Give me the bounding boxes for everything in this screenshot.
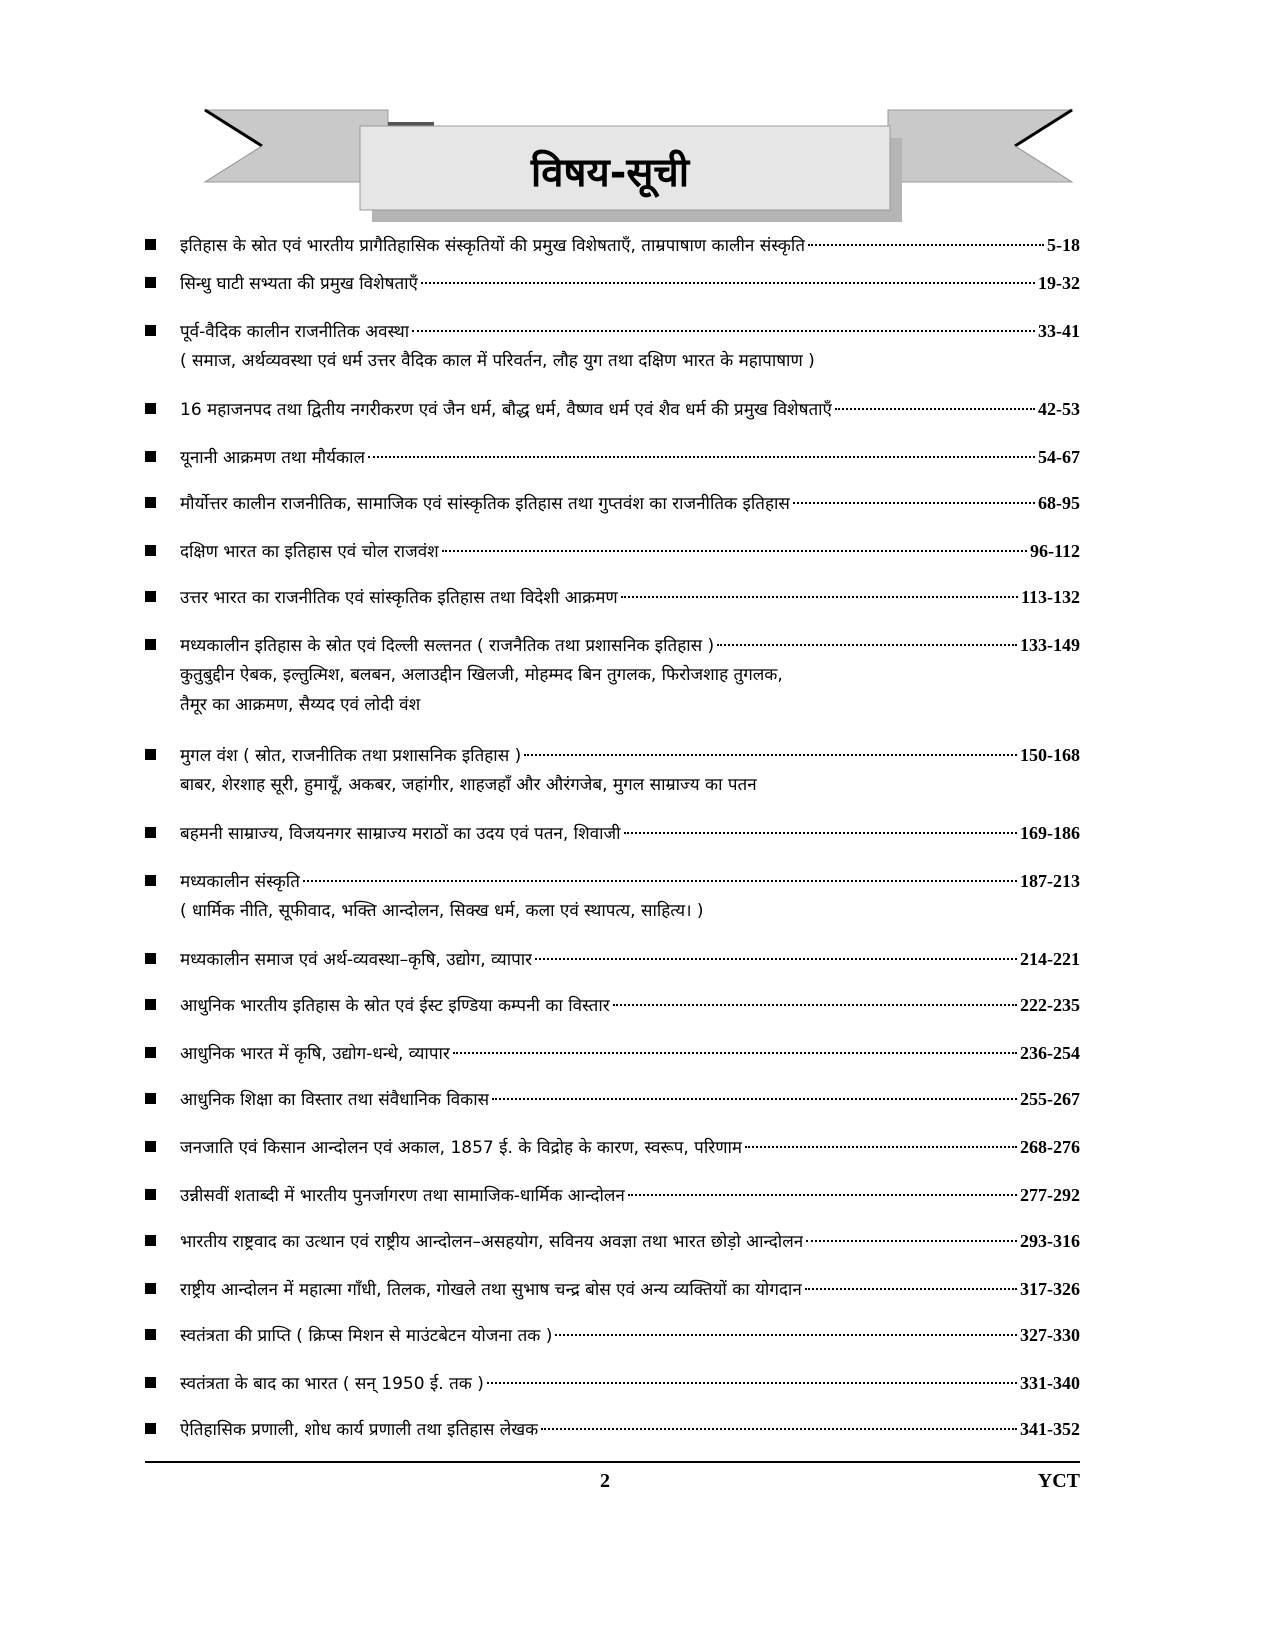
toc-entry-title: आधुनिक शिक्षा का विस्तार तथा संवैधानिक विकास: [180, 1090, 490, 1110]
toc-entry-line: [180, 1132, 1080, 1162]
toc-entry-line: [180, 1320, 1080, 1350]
bullet-square-icon: [145, 403, 156, 414]
toc-entry-title: स्वतंत्रता की प्राप्ति ( क्रिप्स मिशन से माउंटबेटन योजना तक ): [180, 1326, 553, 1346]
page-number: 2: [600, 1470, 610, 1492]
toc-entry-line: [180, 1226, 1080, 1256]
toc-entry-line: [180, 536, 1080, 566]
dot-leader: [808, 243, 1044, 246]
banner-right-tail: [888, 110, 1072, 182]
toc-entry-title: मौर्योत्तर कालीन राजनीतिक, सामाजिक एवं सांस्कृतिक इतिहास तथा गुप्तवंश का राजनीतिक इतिहास: [180, 494, 790, 514]
dot-leader: [421, 281, 1035, 284]
dot-leader: [555, 1333, 1017, 1336]
bullet-square-icon: [145, 1141, 156, 1152]
toc-entry-pages: 331-340: [1020, 1373, 1080, 1393]
toc-entry-line: [180, 394, 1080, 424]
toc-entry-pages: 33-41: [1038, 321, 1080, 341]
toc-entry: [145, 1320, 1080, 1350]
toc-entry-line: [180, 230, 1080, 260]
dot-leader: [717, 643, 1017, 646]
toc-entry: [145, 1084, 1080, 1114]
toc-entry-line: [180, 582, 1080, 612]
toc-entry: [145, 818, 1080, 848]
bullet-square-icon: [145, 953, 156, 964]
toc-entry-title: मध्यकालीन इतिहास के स्रोत एवं दिल्ली सल्तनत ( राजनैतिक तथा प्रशासनिक इतिहास ): [180, 636, 715, 656]
toc-entry-title: भारतीय राष्ट्रवाद का उत्थान एवं राष्ट्रीय आन्दोलन–असहयोग, सविनय अवज्ञा तथा भारत छोड़ो आन्दोलन: [180, 1232, 804, 1252]
bullet-square-icon: [145, 497, 156, 508]
toc-entry-title: इतिहास के स्रोत एवं भारतीय प्रागैतिहासिक संस्कृतियों की प्रमुख विशेषताएँ, ताम्रपाषाण कालीन संस्कृति: [180, 236, 806, 256]
toc-entry-line: [180, 1368, 1080, 1398]
toc-entry-subtext: ( धार्मिक नीति, सूफीवाद, भक्ति आन्दोलन, सिक्ख धर्म, कला एवं स्थापत्य, साहित्य। ): [180, 901, 704, 921]
toc-entry-pages: 214-221: [1020, 949, 1080, 969]
toc-entry-line: [180, 630, 1080, 660]
toc-entry-pages: 150-168: [1020, 745, 1080, 765]
toc-entry-line: [180, 818, 1080, 848]
dot-leader: [806, 1239, 1017, 1242]
bullet-square-icon: [145, 999, 156, 1010]
toc-entry-pages: 293-316: [1020, 1231, 1080, 1251]
bullet-square-icon: [145, 1235, 156, 1246]
publisher-brand: YCT: [1037, 1470, 1080, 1492]
toc-entry-title: यूनानी आक्रमण तथा मौर्यकाल: [180, 448, 366, 468]
toc-entry-pages: 268-276: [1020, 1137, 1080, 1157]
dot-leader: [453, 1051, 1017, 1054]
dot-leader: [745, 1145, 1017, 1148]
bullet-square-icon: [145, 875, 156, 886]
toc-entry: [145, 630, 1080, 720]
bullet-square-icon: [145, 1283, 156, 1294]
toc-entry: [145, 536, 1080, 566]
toc-entry-line: [180, 1180, 1080, 1210]
dot-leader: [621, 595, 1018, 598]
dot-leader: [541, 1427, 1017, 1430]
dot-leader: [524, 753, 1017, 756]
toc-entry-title: जनजाति एवं किसान आन्दोलन एवं अकाल, 1857 ई. के विद्रोह के कारण, स्वरूप, परिणाम: [180, 1138, 743, 1158]
toc-entry-pages: 169-186: [1020, 823, 1080, 843]
bullet-square-icon: [145, 451, 156, 462]
dot-leader: [368, 455, 1035, 458]
bullet-square-icon: [145, 827, 156, 838]
dot-leader: [835, 407, 1035, 410]
toc-entry-line: [180, 442, 1080, 472]
toc-entry-line: [180, 990, 1080, 1020]
toc-entry: [145, 866, 1080, 926]
dot-leader: [535, 957, 1017, 960]
toc-entry-line: [180, 316, 1080, 346]
bullet-square-icon: [145, 277, 156, 288]
toc-entry-title: उत्तर भारत का राजनीतिक एवं सांस्कृतिक इतिहास तथा विदेशी आक्रमण: [180, 588, 618, 608]
bullet-square-icon: [145, 325, 156, 336]
toc-entry-line: [180, 866, 1080, 896]
toc-entry: [145, 582, 1080, 612]
toc-entry-pages: 42-53: [1038, 399, 1080, 419]
toc-entry: [145, 1274, 1080, 1304]
toc-entry-subtext: कुतुबुद्दीन ऐबक, इल्तुत्मिश, बलबन, अलाउद्दीन खिलजी, मोहम्मद बिन तुगलक, फिरोजशाह तुगलक,: [180, 665, 783, 685]
dot-leader: [793, 501, 1035, 504]
toc-entry-pages: 341-352: [1020, 1419, 1080, 1439]
dot-leader: [442, 549, 1027, 552]
dot-leader: [492, 1097, 1017, 1100]
toc-entry-line: [180, 1414, 1080, 1444]
page-title: विषय-सूची: [530, 149, 690, 196]
dot-leader: [805, 1287, 1017, 1290]
toc-entry: [145, 268, 1080, 298]
toc-entry: [145, 1132, 1080, 1162]
toc-entry: [145, 394, 1080, 424]
toc-entry: [145, 1414, 1080, 1444]
bullet-square-icon: [145, 239, 156, 250]
toc-entry-pages: 317-326: [1020, 1279, 1080, 1299]
toc-entry-title: आधुनिक भारतीय इतिहास के स्रोत एवं ईस्ट इण्डिया कम्पनी का विस्तार: [180, 996, 610, 1016]
toc-entry-pages: 19-32: [1038, 273, 1080, 293]
toc-entry-line: [180, 1038, 1080, 1068]
bullet-square-icon: [145, 1189, 156, 1200]
bullet-square-icon: [145, 1047, 156, 1058]
toc-entry-subtext: बाबर, शेरशाह सूरी, हुमायूँ, अकबर, जहांगीर, शाहजहाँ और औरंगजेब, मुगल साम्राज्य का पतन: [180, 775, 757, 795]
toc-entry-pages: 327-330: [1020, 1325, 1080, 1345]
toc-entry-title: दक्षिण भारत का इतिहास एवं चोल राजवंश: [180, 542, 439, 562]
toc-entry-title: राष्ट्रीय आन्दोलन में महात्मा गाँधी, तिलक, गोखले तथा सुभाष चन्द्र बोस एवं अन्य व्यक्तियों का योगदान: [180, 1280, 802, 1300]
toc-entry-title: बहमनी साम्राज्य, विजयनगर साम्राज्य मराठों का उदय एवं पतन, शिवाजी: [180, 824, 621, 844]
toc-entry-title: स्वतंत्रता के बाद का भारत ( सन् 1950 ई. तक ): [180, 1374, 484, 1394]
bullet-square-icon: [145, 1093, 156, 1104]
toc-entry-pages: 236-254: [1020, 1043, 1080, 1063]
toc-entry-title: पूर्व-वैदिक कालीन राजनीतिक अवस्था: [180, 322, 410, 342]
toc-entry: [145, 488, 1080, 518]
toc-entry-title: मध्यकालीन समाज एवं अर्थ-व्यवस्था–कृषि, उद्योग, व्यापार: [180, 950, 533, 970]
toc-entry-title: सिन्धु घाटी सभ्यता की प्रमुख विशेषताएँ: [180, 274, 418, 294]
dot-leader: [412, 329, 1035, 332]
bullet-square-icon: [145, 1377, 156, 1388]
toc-entry-subtext: तैमूर का आक्रमण, सैय्यद एवं लोदी वंश: [180, 695, 421, 715]
toc-entry-title: मध्यकालीन संस्कृति: [180, 872, 300, 892]
toc-entry: [145, 1226, 1080, 1256]
bullet-square-icon: [145, 1423, 156, 1434]
toc-entry-title: आधुनिक भारत में कृषि, उद्योग-धन्धे, व्यापार: [180, 1044, 450, 1064]
dot-leader: [628, 1193, 1017, 1196]
toc-entry: [145, 316, 1080, 376]
toc-entry-line: [180, 488, 1080, 518]
bullet-square-icon: [145, 545, 156, 556]
toc-entry: [145, 944, 1080, 974]
dot-leader: [624, 831, 1018, 834]
bullet-square-icon: [145, 1329, 156, 1340]
toc-entry: [145, 1180, 1080, 1210]
toc-entry-title: मुगल वंश ( स्रोत, राजनीतिक तथा प्रशासनिक इतिहास ): [180, 746, 522, 766]
toc-entry-pages: 54-67: [1038, 447, 1080, 467]
toc-entry-line: [180, 740, 1080, 770]
bullet-square-icon: [145, 639, 156, 650]
toc-entry-line: [180, 1274, 1080, 1304]
toc-entry-pages: 133-149: [1020, 635, 1080, 655]
dot-leader: [613, 1003, 1017, 1006]
toc-entry-title: ऐतिहासिक प्रणाली, शोध कार्य प्रणाली तथा इतिहास लेखक: [180, 1420, 539, 1440]
toc-entry-line: [180, 1084, 1080, 1114]
toc-entry: [145, 1368, 1080, 1398]
toc-entry-line: [180, 268, 1080, 298]
bullet-square-icon: [145, 591, 156, 602]
toc-entry-pages: 255-267: [1020, 1089, 1080, 1109]
toc-entry-pages: 113-132: [1020, 587, 1080, 607]
toc-entry-pages: 187-213: [1020, 871, 1080, 891]
toc-entry-pages: 277-292: [1020, 1185, 1080, 1205]
dot-leader: [303, 879, 1017, 882]
toc-entry-pages: 68-95: [1038, 493, 1080, 513]
toc-entry: [145, 990, 1080, 1020]
dot-leader: [487, 1381, 1017, 1384]
toc-entry-pages: 5-18: [1047, 235, 1080, 255]
toc-entry: [145, 230, 1080, 260]
toc-entry-pages: 96-112: [1029, 541, 1080, 561]
toc-entry-title: उन्नीसवीं शताब्दी में भारतीय पुनर्जागरण तथा सामाजिक-धार्मिक आन्दोलन: [180, 1186, 625, 1206]
toc-entry-pages: 222-235: [1020, 995, 1080, 1015]
toc-entry-subtext: ( समाज, अर्थव्यवस्था एवं धर्म उत्तर वैदिक काल में परिवर्तन, लौह युग तथा दक्षिण भारत के महापाषाण ): [180, 351, 815, 371]
toc-entry: [145, 442, 1080, 472]
toc-entry-line: [180, 944, 1080, 974]
toc-entry: [145, 1038, 1080, 1068]
toc-entry: [145, 740, 1080, 800]
toc-entry-title: 16 महाजनपद तथा द्वितीय नगरीकरण एवं जैन धर्म, बौद्ध धर्म, वैष्णव धर्म एवं शैव धर्म की प्रमुख विशेषताएँ: [180, 400, 832, 420]
footer-divider: [145, 1461, 1080, 1463]
bullet-square-icon: [145, 749, 156, 760]
